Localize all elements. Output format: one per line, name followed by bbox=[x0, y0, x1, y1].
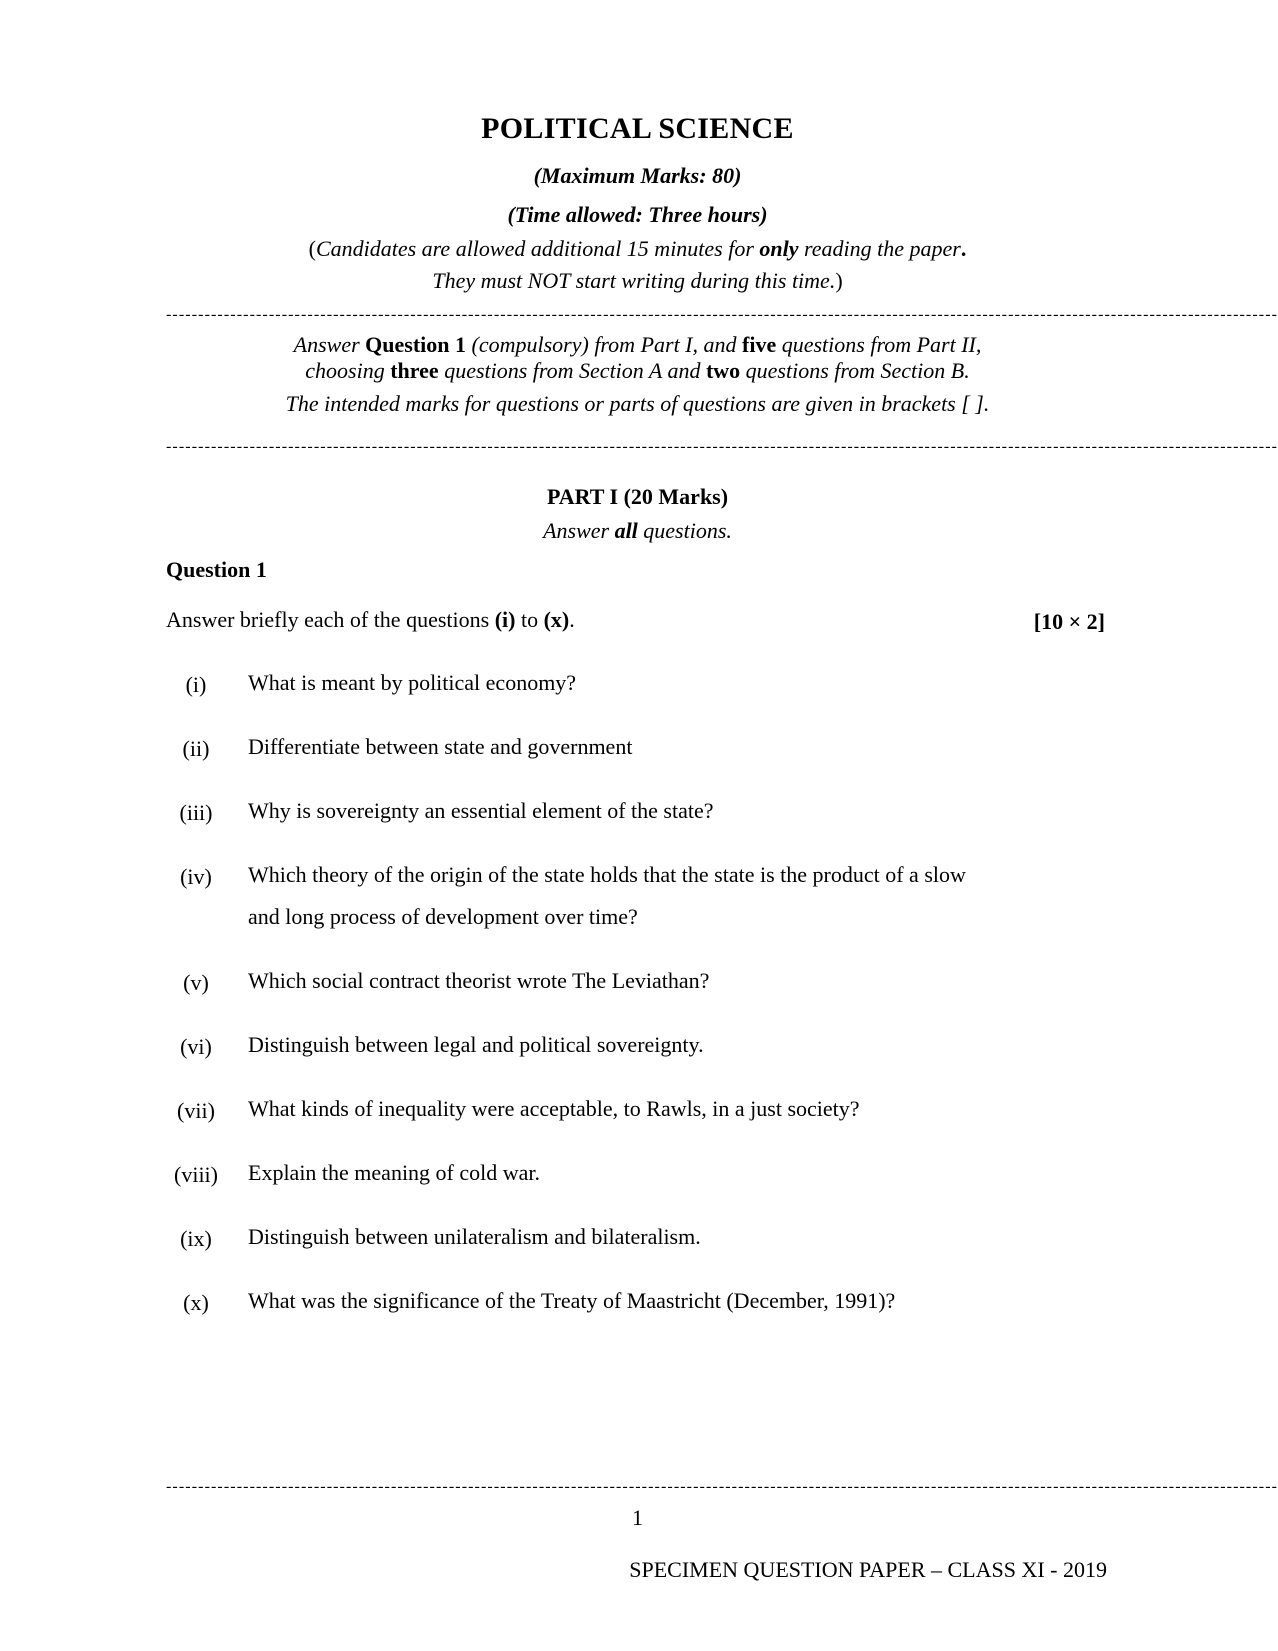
list-item-text: Which theory of the origin of the state holds that the state is the product of a slow and long process of development over time? bbox=[248, 862, 966, 929]
dashed-separator: ----------------------------------------------------------------------------------------------------------------------------------------------------------------------------- bbox=[166, 438, 1278, 455]
list-item-number: (vii) bbox=[177, 1098, 215, 1123]
question-intro: Answer briefly each of the questions (i) to (x). bbox=[166, 607, 575, 632]
list-item-text: What is meant by political economy? bbox=[248, 670, 577, 695]
instructions-line1: Answer Question 1 (compulsory) from Part I, and five questions from Part II, bbox=[293, 332, 982, 357]
question-marks: [10 × 2] bbox=[1033, 609, 1105, 634]
list-item-text: Explain the meaning of cold war. bbox=[248, 1160, 541, 1185]
page-title: POLITICAL SCIENCE bbox=[481, 112, 794, 145]
list-item-number: (iv) bbox=[180, 864, 212, 889]
reading-time-note-line2: They must NOT start writing during this time.) bbox=[432, 268, 843, 293]
list-item-number: (viii) bbox=[174, 1162, 218, 1187]
question-label: Question 1 bbox=[166, 557, 267, 582]
page-number: 1 bbox=[632, 1505, 643, 1530]
list-item-number: (ii) bbox=[182, 736, 210, 761]
footer-dashed-separator: ----------------------------------------------------------------------------------------------------------------------------------------------------------------------------- bbox=[166, 1478, 1278, 1495]
list-item-text: Differentiate between state and government bbox=[248, 734, 633, 759]
paper-name: SPECIMEN QUESTION PAPER – CLASS XI - 2019 bbox=[629, 1557, 1107, 1582]
time-allowed: (Time allowed: Three hours) bbox=[507, 202, 768, 227]
dashed-separator: ----------------------------------------------------------------------------------------------------------------------------------------------------------------------------- bbox=[166, 306, 1278, 323]
maximum-marks: (Maximum Marks: 80) bbox=[533, 163, 742, 188]
part1-heading: PART I (20 Marks) bbox=[546, 484, 729, 509]
list-item-text: What kinds of inequality were acceptable, to Rawls, in a just society? bbox=[248, 1096, 860, 1121]
list-item-text: Which social contract theorist wrote The Leviathan? bbox=[248, 968, 710, 993]
list-item-text: What was the significance of the Treaty of Maastricht (December, 1991)? bbox=[248, 1288, 896, 1313]
list-item-text: Distinguish between legal and political sovereignty. bbox=[248, 1032, 704, 1057]
instructions-line3: The intended marks for questions or parts of questions are given in brackets [ ]. bbox=[285, 391, 990, 416]
instructions-line2: choosing three questions from Section A and two questions from Section B. bbox=[305, 358, 970, 383]
list-item-number: (vi) bbox=[180, 1034, 212, 1059]
list-item-number: (v) bbox=[183, 970, 209, 995]
list-item-number: (x) bbox=[183, 1290, 209, 1315]
list-item-text: Distinguish between unilateralism and bilateralism. bbox=[248, 1224, 701, 1249]
list-item-text: Why is sovereignty an essential element of the state? bbox=[248, 798, 714, 823]
list-item-number: (iii) bbox=[179, 800, 213, 825]
list-item-number: (ix) bbox=[180, 1226, 212, 1251]
reading-time-note-line1: (Candidates are allowed additional 15 minutes for only reading the paper. bbox=[308, 236, 967, 261]
list-item-number: (i) bbox=[185, 672, 207, 697]
part1-subheading: Answer all questions. bbox=[543, 518, 732, 543]
